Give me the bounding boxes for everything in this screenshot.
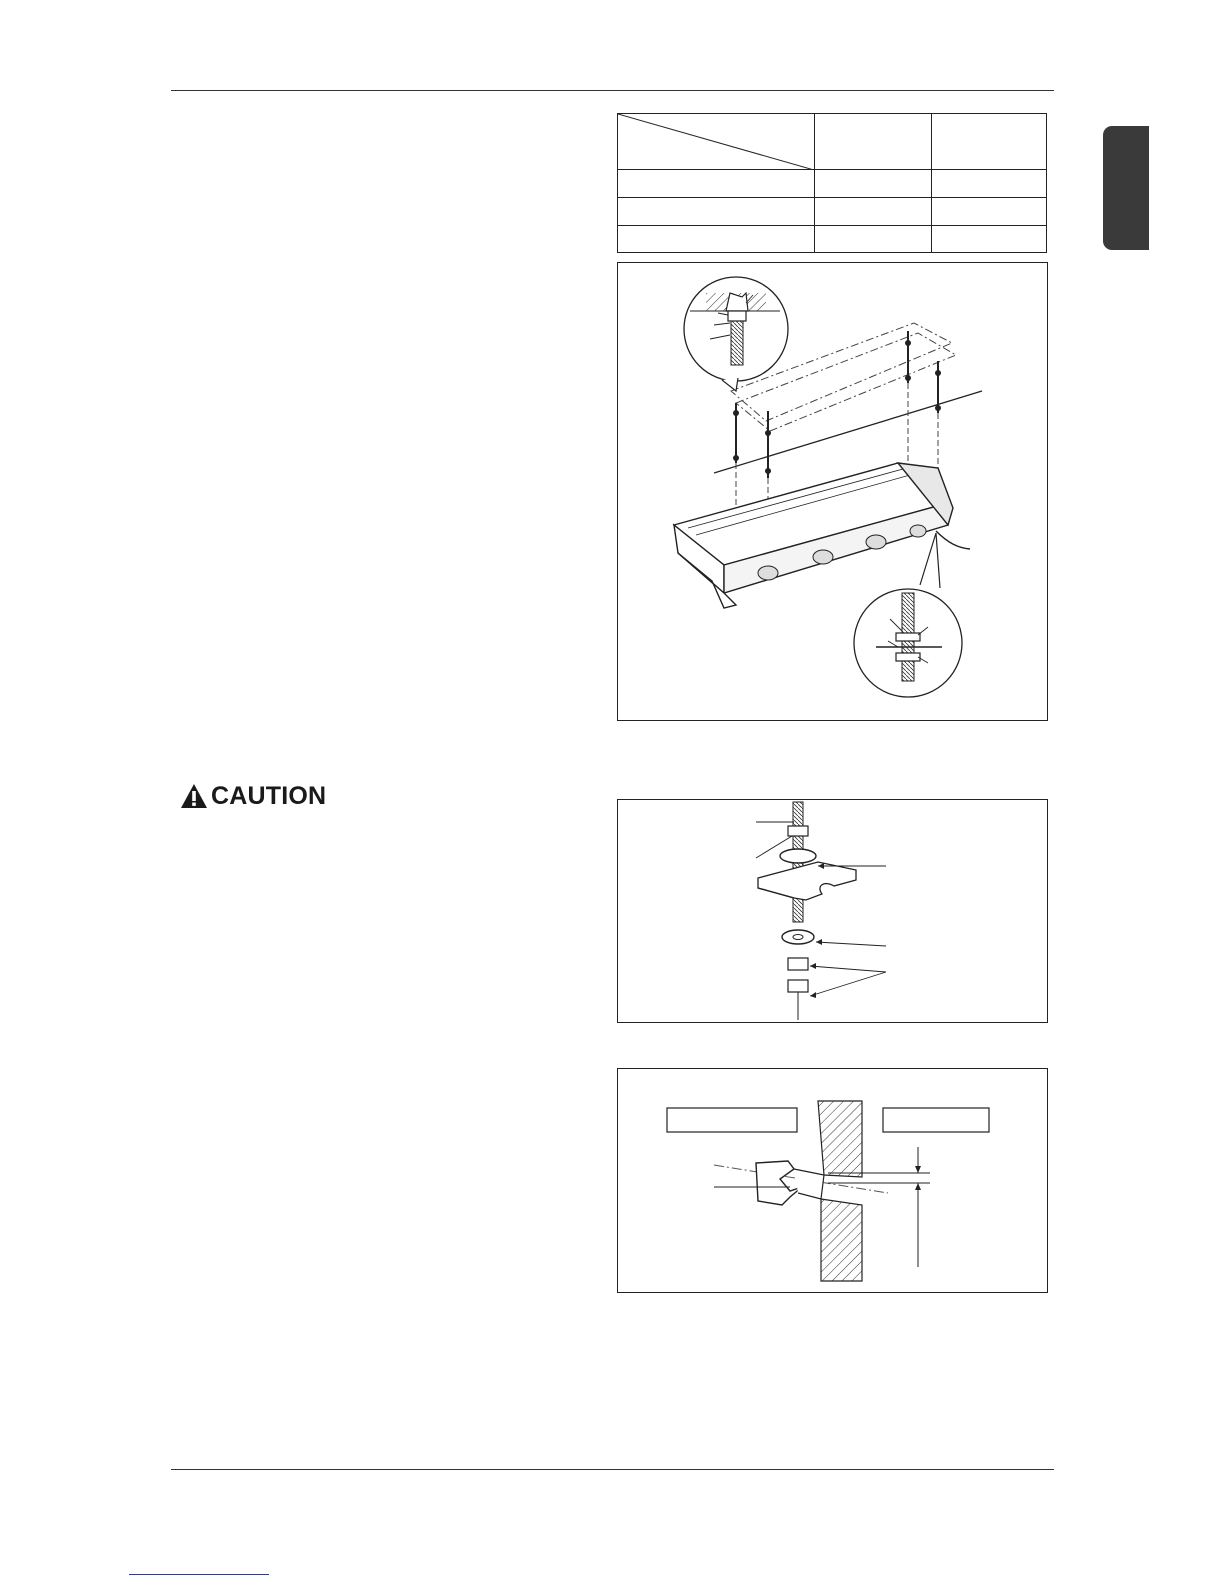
header-rule <box>171 90 1054 91</box>
hanging-bracket <box>758 862 856 900</box>
table-cell <box>815 170 932 198</box>
bolt-assembly-figure <box>617 799 1048 1023</box>
top-detail-callout <box>684 277 788 391</box>
table-row <box>618 170 1047 198</box>
table-header-cell <box>932 114 1047 170</box>
table-row <box>618 226 1047 253</box>
pipe <box>756 1161 802 1205</box>
spec-table <box>617 113 1047 253</box>
language-side-tab[interactable] <box>1103 126 1149 250</box>
footer-link[interactable] <box>129 1574 269 1575</box>
indoor-unit-body <box>674 463 953 608</box>
table-header-cell <box>815 114 932 170</box>
unit-installation-figure <box>617 262 1048 721</box>
table-header-row <box>618 114 1047 170</box>
table-cell <box>618 170 815 198</box>
lower-nut-1 <box>788 958 808 970</box>
power-cable <box>936 531 970 549</box>
table-cell <box>932 170 1047 198</box>
table-cell <box>815 198 932 226</box>
diagonal-line <box>618 114 814 170</box>
upper-washer <box>780 849 816 863</box>
wall-lower <box>821 1199 862 1281</box>
caution-heading <box>180 780 326 812</box>
warning-triangle-icon <box>180 783 208 809</box>
wall-upper <box>818 1101 862 1177</box>
table-cell <box>815 226 932 253</box>
bottom-detail-callout <box>854 533 962 697</box>
table-cell <box>618 198 815 226</box>
table-diagonal-header-cell <box>618 114 815 170</box>
pipe-slope-figure <box>617 1068 1048 1293</box>
pipe-slope-drawing <box>618 1069 1047 1292</box>
caution-label: CAUTION <box>211 781 327 810</box>
table-cell <box>618 226 815 253</box>
footer-rule <box>171 1469 1054 1470</box>
label-box-left <box>667 1108 797 1132</box>
upper-nut <box>788 826 808 836</box>
unit-installation-drawing <box>618 263 1047 720</box>
reference-line <box>714 391 982 473</box>
leader-lines <box>756 822 886 996</box>
table-cell <box>932 198 1047 226</box>
table-cell <box>932 226 1047 253</box>
lower-nut-2 <box>788 980 808 992</box>
bolt-assembly-drawing <box>618 800 1047 1022</box>
table-row <box>618 198 1047 226</box>
label-box-right <box>883 1108 989 1132</box>
